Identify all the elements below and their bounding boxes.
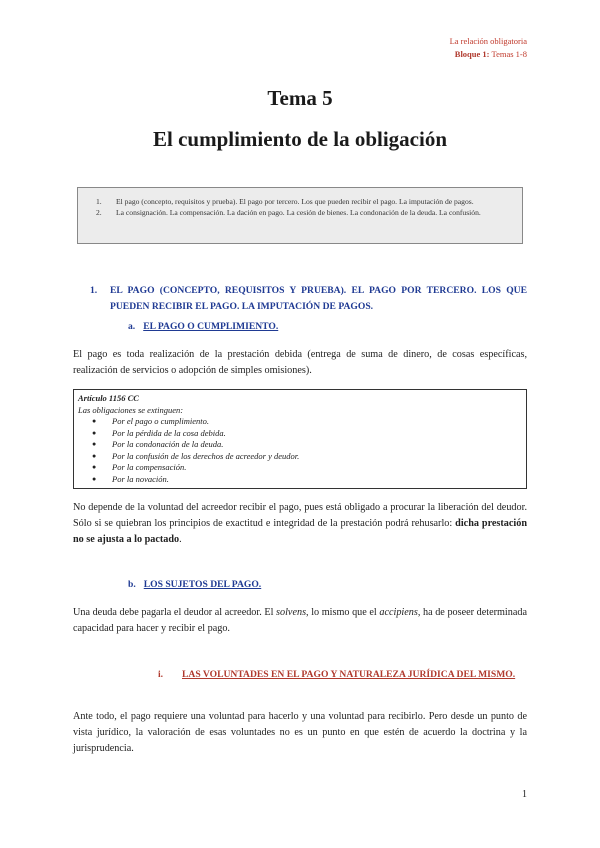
subsection-letter: b. bbox=[128, 579, 136, 590]
subsection-heading-a bbox=[128, 321, 278, 332]
paragraph-bold: dicha prestación no se ajusta a lo pactado bbox=[73, 518, 527, 545]
header-subject: La relación obligatoria bbox=[449, 36, 527, 46]
list-item: ● Por el pago o cumplimiento. bbox=[92, 416, 522, 428]
article-box bbox=[73, 389, 527, 489]
section-title: EL PAGO (CONCEPTO, REQUISITOS Y PRUEBA). EL PAGO POR TERCERO. LOS QUE PUEDEN RECIBIR EL PAGO. LA IMPUTACIÓN DE PAGOS. bbox=[110, 285, 527, 312]
page-number: 1 bbox=[522, 789, 527, 800]
paragraph-subjects bbox=[73, 605, 527, 637]
header-block bbox=[455, 49, 527, 59]
toc-item bbox=[96, 208, 512, 219]
toc-item bbox=[96, 197, 512, 208]
article-list bbox=[78, 416, 522, 485]
section-number: 1. bbox=[90, 285, 98, 296]
paragraph-creditor bbox=[73, 500, 527, 548]
text-part: Una deuda debe pagarla el deudor al acreedor. El bbox=[73, 607, 277, 618]
list-item: ● Por la novación. bbox=[92, 474, 522, 486]
table-of-contents bbox=[77, 187, 523, 244]
subsection-title: EL PAGO O CUMPLIMIENTO. bbox=[143, 321, 279, 332]
paragraph-wills: Ante todo, el pago requiere una voluntad para hacerlo y una voluntad para recibirlo. Pero desde un punto de vista jurídico, la valoración de esas voluntades no es un punto en que estén de acuerdo la doctrina y la jurisprudencia. bbox=[73, 711, 527, 754]
list-item: ● Por la pérdida de la cosa debida. bbox=[92, 428, 522, 440]
subsection-title: LAS VOLUNTADES EN EL PAGO Y NATURALEZA JURÍDICA DEL MISMO. bbox=[182, 669, 516, 680]
paragraph-end: . bbox=[179, 534, 182, 545]
toc-item-number: 1. bbox=[96, 197, 102, 206]
subsection-heading-b bbox=[128, 579, 261, 590]
toc-item-text: El pago (concepto, requisitos y prueba). El pago por tercero. Los que pueden recibir el pago. La imputación de pagos. bbox=[116, 197, 474, 206]
subsection-numeral: i. bbox=[158, 669, 164, 680]
toc-item-number: 2. bbox=[96, 207, 102, 217]
header-block-value: Temas 1-8 bbox=[489, 49, 527, 59]
article-intro: Las obligaciones se extinguen: bbox=[78, 404, 184, 415]
page-title: El cumplimiento de la obligación bbox=[152, 127, 448, 151]
toc-item-text: La consignación. La compensación. La dación en pago. La cesión de bienes. La condonación de la deuda. La confusión. bbox=[116, 207, 481, 217]
term-solvens: solvens bbox=[276, 607, 307, 618]
paragraph-definition: El pago es toda realización de la prestación debida (entrega de suma de dinero, de cosas específicas, realización de servicios o adopción de simples omisiones). bbox=[73, 349, 527, 376]
topic-number: Tema 5 bbox=[267, 86, 333, 110]
list-item: ● Por la confusión de los derechos de acreedor y deudor. bbox=[92, 451, 522, 463]
paragraph-text: No depende de la voluntad del acreedor recibir el pago, pues está obligado a procurar la liberación del deudor. Sólo si se quiebran los principios de exactitud e integridad de la prestación podrá rehusarlo: bbox=[73, 502, 527, 529]
article-title: Artículo 1156 CC bbox=[78, 393, 139, 403]
subsection-letter: a. bbox=[128, 321, 136, 332]
list-item: ● Por la compensación. bbox=[92, 462, 522, 474]
text-part: , lo mismo que el bbox=[306, 607, 380, 618]
subsection-title: LOS SUJETOS DEL PAGO. bbox=[143, 579, 262, 590]
header-block-label: Bloque 1: bbox=[454, 49, 490, 59]
text-part: , ha de poseer determinada capacidad para hacer y recibir el pago. bbox=[73, 607, 527, 634]
list-item: ● Por la condonación de la deuda. bbox=[92, 439, 522, 451]
term-accipiens: accipiens bbox=[379, 607, 418, 618]
